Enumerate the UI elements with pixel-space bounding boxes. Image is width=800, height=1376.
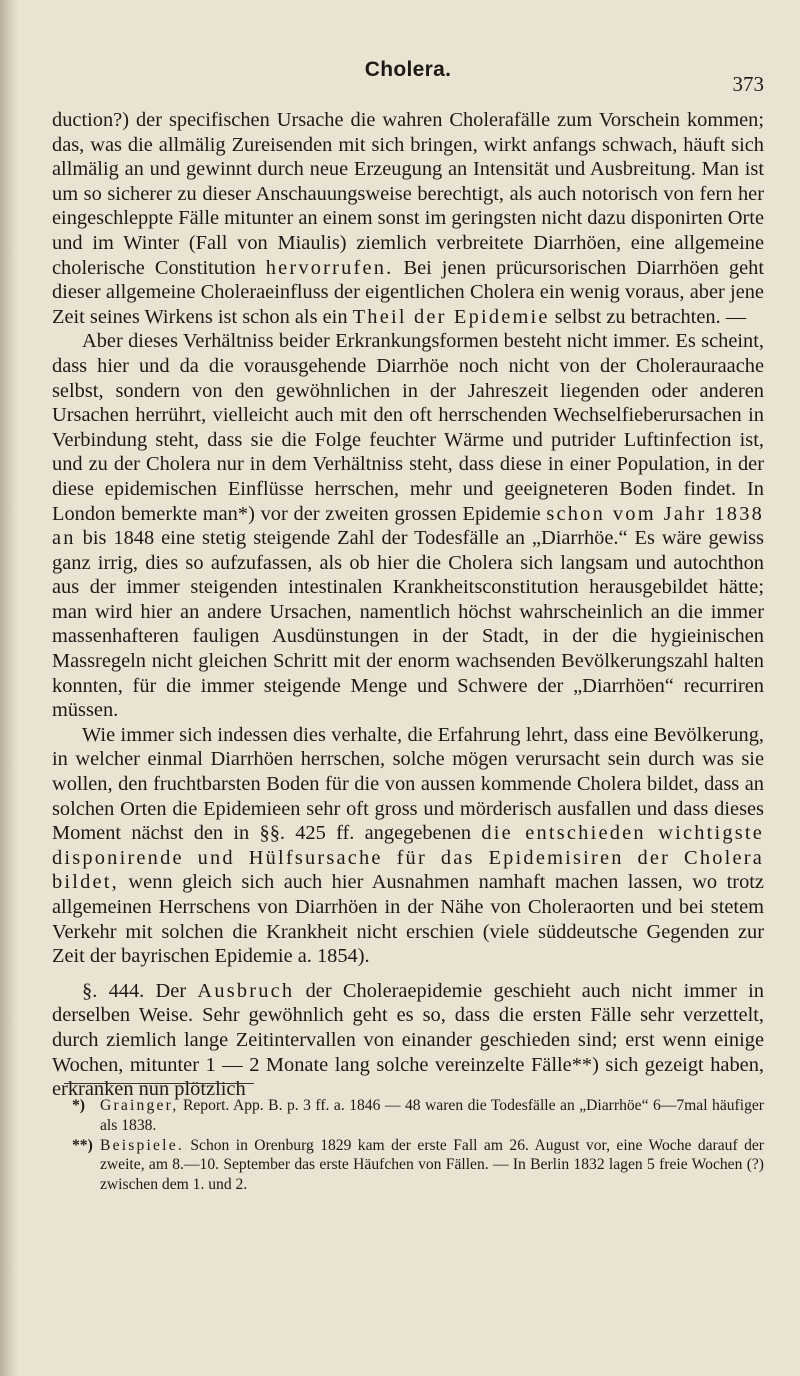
paragraph-3: [52, 723, 764, 969]
book-page: [52, 0, 764, 1376]
footnote-text: Report. App. B. p. 3 ff. a. 1846 — 48 waren die Todesfälle an „Diarrhöe“ 6—7mal häufiger als 1838.: [100, 1097, 764, 1134]
paragraph-2-emphasis: schon vom Jahr 1838 an: [52, 502, 764, 550]
paragraph-2-text-b: bis 1848 eine stetig steigende Zahl der Todesfälle an „Diarrhöe.“ Es wäre gewiss ganz irrig, dies so aufzufassen, als ob hier die Cholera sich langsam und autochthon aus der immer steigenden intestinalen Krankheitsconstitution herausgebildet hätte; man wird hier an andere Ursachen, namentlich höchst wahrscheinlich an die immer massenhafteren fauligen Ausdünstungen in der Stadt, in der die hygieinischen Massregeln nicht gleichen Schritt mit der enorm wachsenden Bevölkerungszahl halten konnten, für die immer steigende Menge und Schwere der „Diarrhöen“ recurriren müssen.: [52, 527, 764, 722]
paragraph-1-emphasis: hervorrufen.: [265, 256, 394, 279]
footnotes: [72, 1096, 764, 1195]
running-head: [52, 58, 764, 96]
paragraph-1-text-c: selbst zu betrachten. —: [554, 305, 747, 328]
paragraph-1: [52, 108, 764, 329]
footnote-author: Grainger,: [100, 1097, 179, 1114]
paragraph-3-text: Wie immer sich indessen dies verhalte, die Erfahrung lehrt, dass eine Bevölkerung, in welcher einmal Diarrhöen herrschen, solche mögen verursacht sein durch was sie wollen, den fruchtbarsten Boden für die von aussen kommende Cholera bildet, dass an solchen Orten die Epidemieen sehr oft gross und mörderisch ausfallen und dass dieses Moment nächst den in §§. 425 ff. angegebenen: [52, 723, 764, 845]
paragraph-2-text: Aber dieses Verhältniss beider Erkrankungsformen besteht nicht immer. Es scheint, dass hier und da die vorausgehende Diarrhöe noch nicht von der Cholerauraache selbst, sondern von den gewöhnlichen in der Jahreszeit liegenden oder anderen Ursachen herrührt, vielleicht auch mit den oft herrschenden Wechselfieberursachen in Verbindung steht, dass sie die Folge feuchter Wärme und putrider Luftinfection ist, und zu der Cholera nur in dem Verhältniss steht, dass diese in einer Population, in der diese epidemischen Einflüsse herrschen, mehr und geeigneteren Boden findet. In London bemerkte man*) vor der zweiten grossen Epidemie: [52, 330, 764, 525]
page-title: Cholera.: [364, 58, 452, 81]
footnote: [72, 1096, 764, 1136]
footnote-text: Schon in Orenburg 1829 kam der erste Fall am 26. August vor, eine Woche darauf der zweite, am 8.—10. September das erste Häufchen von Fällen. — In Berlin 1832 lagen 5 freie Wochen (?) zwischen dem 1. und 2.: [100, 1136, 764, 1194]
paragraph-3-text-b: wenn gleich sich auch hier Ausnahmen namhaft machen lassen, wo trotz allgemeinen Herrschens von Diarrhöen in der Nähe von Choleraorten und bei stetem Verkehr mit solchen die Krankheit nicht erschien (viele süddeutsche Gegenden zur Zeit der bayrischen Epidemie a. 1854).: [52, 871, 764, 968]
footnote-mark: *): [72, 1097, 85, 1114]
section-444-text-b: der Choleraepidemie geschieht auch nicht immer in derselben Weise. Sehr gewöhnlich geht es so, dass die ersten Fälle sehr verzettelt, durch ziemlich lange Zeitintervallen von einander geschieden sind; erst wenn einige Wochen, mitunter 1 — 2 Monate lang solche vereinzelte Fälle**) sich gezeigt haben, erkranken nun plötzlich: [52, 979, 764, 1101]
paragraph-2: [52, 329, 764, 723]
footnote: [72, 1136, 764, 1195]
section-444-emphasis: Ausbruch: [197, 979, 295, 1002]
body-text: [52, 108, 764, 1102]
paragraph-1-text-b: Bei jenen prücursorischen Diarrhöen geht dieser allgemeine Choleraeinfluss der eigentlichen Cholera ein wenig voraus, aber jene Zeit seines Wirkens ist schon als ein: [52, 256, 764, 328]
paragraph-1-emphasis-2: Theil der Epidemie: [352, 305, 550, 328]
page-number: 373: [732, 72, 764, 96]
section-444-text: §. 444. Der: [82, 979, 187, 1002]
footnote-rule: [64, 1083, 254, 1084]
paragraph-1-text: duction?) der specifischen Ursache die wahren Cholerafälle zum Vorschein kommen; das, was die allmälig Zureisenden mit sich bringen, wirkt anfangs schwach, häuft sich allmälig an und gewinnt durch neue Erzeugung an Intensität und Ausbreitung. Man ist um so sicherer zu dieser Anschauungsweise berechtigt, als auch notorisch von fern her eingeschleppte Fälle mitunter an einem sonst im geringsten nicht dazu disponirten Orte und im Winter (Fall von Miaulis) ziemlich verbreitete Diarrhöen, eine allgemeine cholerische Constitution: [52, 109, 764, 279]
footnote-mark: **): [72, 1136, 93, 1154]
paragraph-3-emphasis: die entschieden wichtigste disponirende und Hülfsursache für das Epidemisiren der Cholera bildet,: [52, 822, 765, 894]
book-spine-shadow: [0, 0, 18, 1376]
footnote-author: Beispiele.: [100, 1136, 184, 1154]
